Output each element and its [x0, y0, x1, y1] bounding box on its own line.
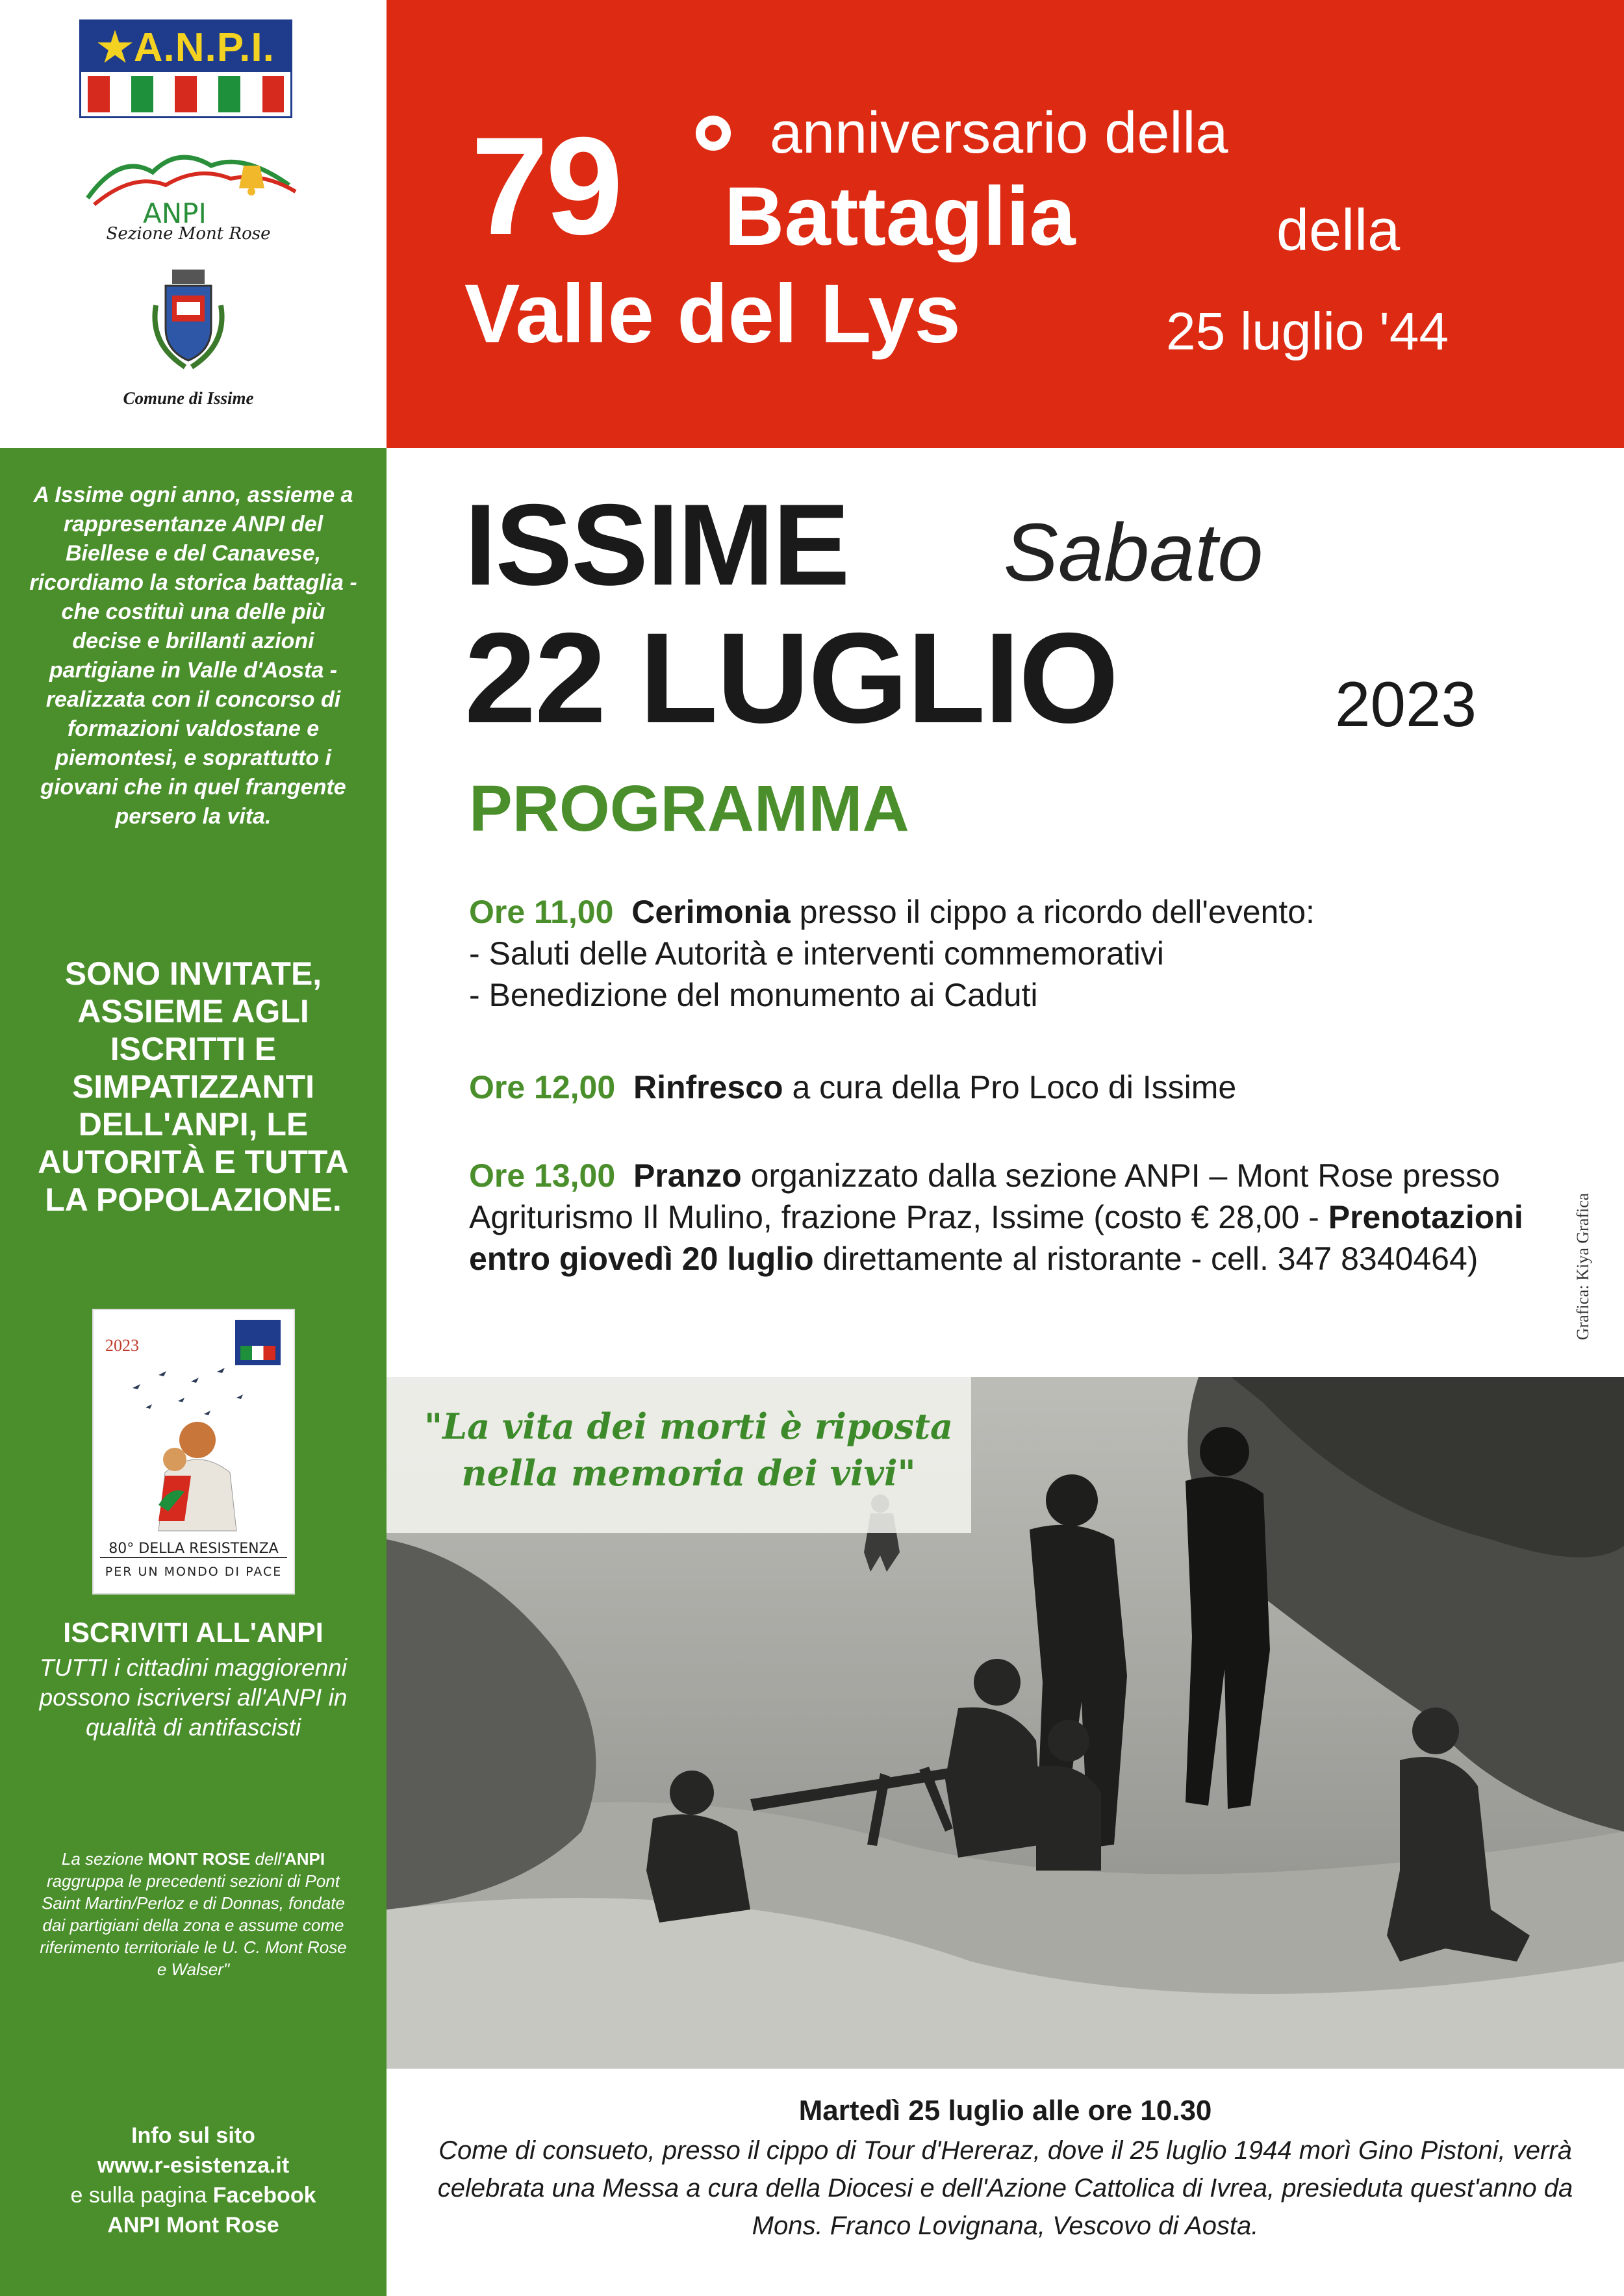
program-item-1: Ore 11,00 Cerimonia presso il cippo a ricordo dell'evento: - Saluti delle Autorità e interventi commemorativi - Benedizione del monumento ai Caduti	[469, 891, 1534, 1016]
mini-anpi-logo-icon	[235, 1320, 281, 1365]
iscriviti-text: TUTTI i cittadini maggiorenni possono iscriversi all'ANPI in qualità di antifascisti	[39, 1654, 348, 1741]
comune-label: Comune di Issime	[123, 388, 254, 408]
facebook-link[interactable]: Facebook	[212, 2183, 316, 2208]
mont-rose-abbr: ANPI	[143, 197, 207, 229]
info-line3: e sulla pagina	[70, 2183, 213, 2208]
coat-of-arms-icon	[149, 266, 227, 370]
program-item-1-sub2: - Benedizione del monumento ai Caduti	[469, 977, 1038, 1013]
mont-rose-caption: Sezione Mont Rose	[106, 224, 271, 244]
anpi-logo	[79, 19, 292, 118]
header-line1: anniversario della	[770, 101, 1228, 166]
program-item-2: Ore 12,00 Rinfresco a cura della Pro Loco di Issime	[469, 1069, 1237, 1105]
quote-box	[387, 1377, 971, 1533]
anniversary-number: 79	[471, 108, 621, 264]
resistenza-book-image	[92, 1309, 295, 1595]
logos-panel	[0, 0, 387, 448]
website-link[interactable]: www.r-esistenza.it	[97, 2153, 290, 2178]
book-illustration	[120, 1362, 269, 1537]
info-block	[19, 2121, 367, 2240]
sezione-description: La sezione MONT ROSE dell'ANPI raggruppa le precedenti sezioni di Pont Saint Martin/Perloz e di Donnas, fondate dai partigiani della zona e assume come riferimento territoriale le U. C. Mont Rose e Walser"	[40, 1849, 347, 1979]
event-year: 2023	[1335, 668, 1477, 740]
italian-flag-icon	[81, 72, 290, 116]
program-item-1-sub1: - Saluti delle Autorità e interventi commemorativi	[469, 935, 1164, 972]
book-year: 2023	[105, 1336, 139, 1355]
footer-text: Come di consueto, presso il cippo di Tour d'Hereraz, dove il 25 luglio 1944 morì Gino Pistoni, verrà celebrata una Messa a cura della Diocesi e dell'Azione Cattolica di Ivrea, presieduta quest'anno da Mons. Franco Lovignana, Vescovo di Aosta.	[437, 2136, 1573, 2240]
degree-symbol-icon	[696, 116, 731, 151]
sidebar	[0, 448, 387, 2296]
event-place: ISSIME	[464, 480, 849, 609]
footer-title: Martedì 25 luglio alle ore 10.30	[798, 2095, 1212, 2126]
book-caption1: 80° DELLA RESISTENZA	[100, 1541, 287, 1558]
book-caption2: PER UN MONDO DI PACE	[105, 1565, 283, 1579]
header-valle: Valle del Lys	[464, 268, 961, 360]
event-weekday: Sabato	[1004, 507, 1263, 598]
partisans-photo	[387, 1377, 1624, 2069]
programma-heading: PROGRAMMA	[469, 772, 909, 845]
design-credit: Grafica: Kiya Grafica	[1573, 1192, 1592, 1341]
header-battaglia: Battaglia	[724, 170, 1076, 263]
header-date: 25 luglio '44	[1166, 302, 1449, 361]
iscriviti-title: ISCRIVITI ALL'ANPI	[63, 1617, 324, 1648]
quote-text: "La vita dei morti è riposta nella memoria dei vivi"	[424, 1406, 954, 1494]
facebook-page-name: ANPI Mont Rose	[107, 2213, 279, 2238]
event-date: 22 LUGLIO	[464, 606, 1118, 750]
header-banner	[387, 0, 1624, 448]
header-della: della	[1276, 198, 1401, 263]
anpi-logo-text: ★A.N.P.I.	[97, 25, 275, 70]
info-line1: Info sul sito	[131, 2123, 255, 2148]
sidebar-intro: A Issime ogni anno, assieme a rappresentanze ANPI del Biellese e del Canavese, ricordiamo la storica battaglia - che costituì una delle più decise e brillanti azioni partigiane in Valle d'Aosta - realizzata con il concorso di formazioni valdostane e piemontesi, e soprattutto i giovani che in quel frangente persero la vita.	[29, 483, 357, 829]
sidebar-invite: SONO INVITATE, ASSIEME AGLI ISCRITTI E SIMPATIZZANTI DELL'ANPI, LE AUTORITÀ E TUTTA LA POPOLAZIONE.	[38, 955, 349, 1218]
program-item-3: Ore 13,00 Pranzo organizzato dalla sezione ANPI – Mont Rose presso Agriturismo Il Mulino, frazione Praz, Issime (costo € 28,00 - Prenotazioni entro giovedì 20 luglio direttamente al ristorante - cell. 347 8340464)	[469, 1157, 1523, 1277]
